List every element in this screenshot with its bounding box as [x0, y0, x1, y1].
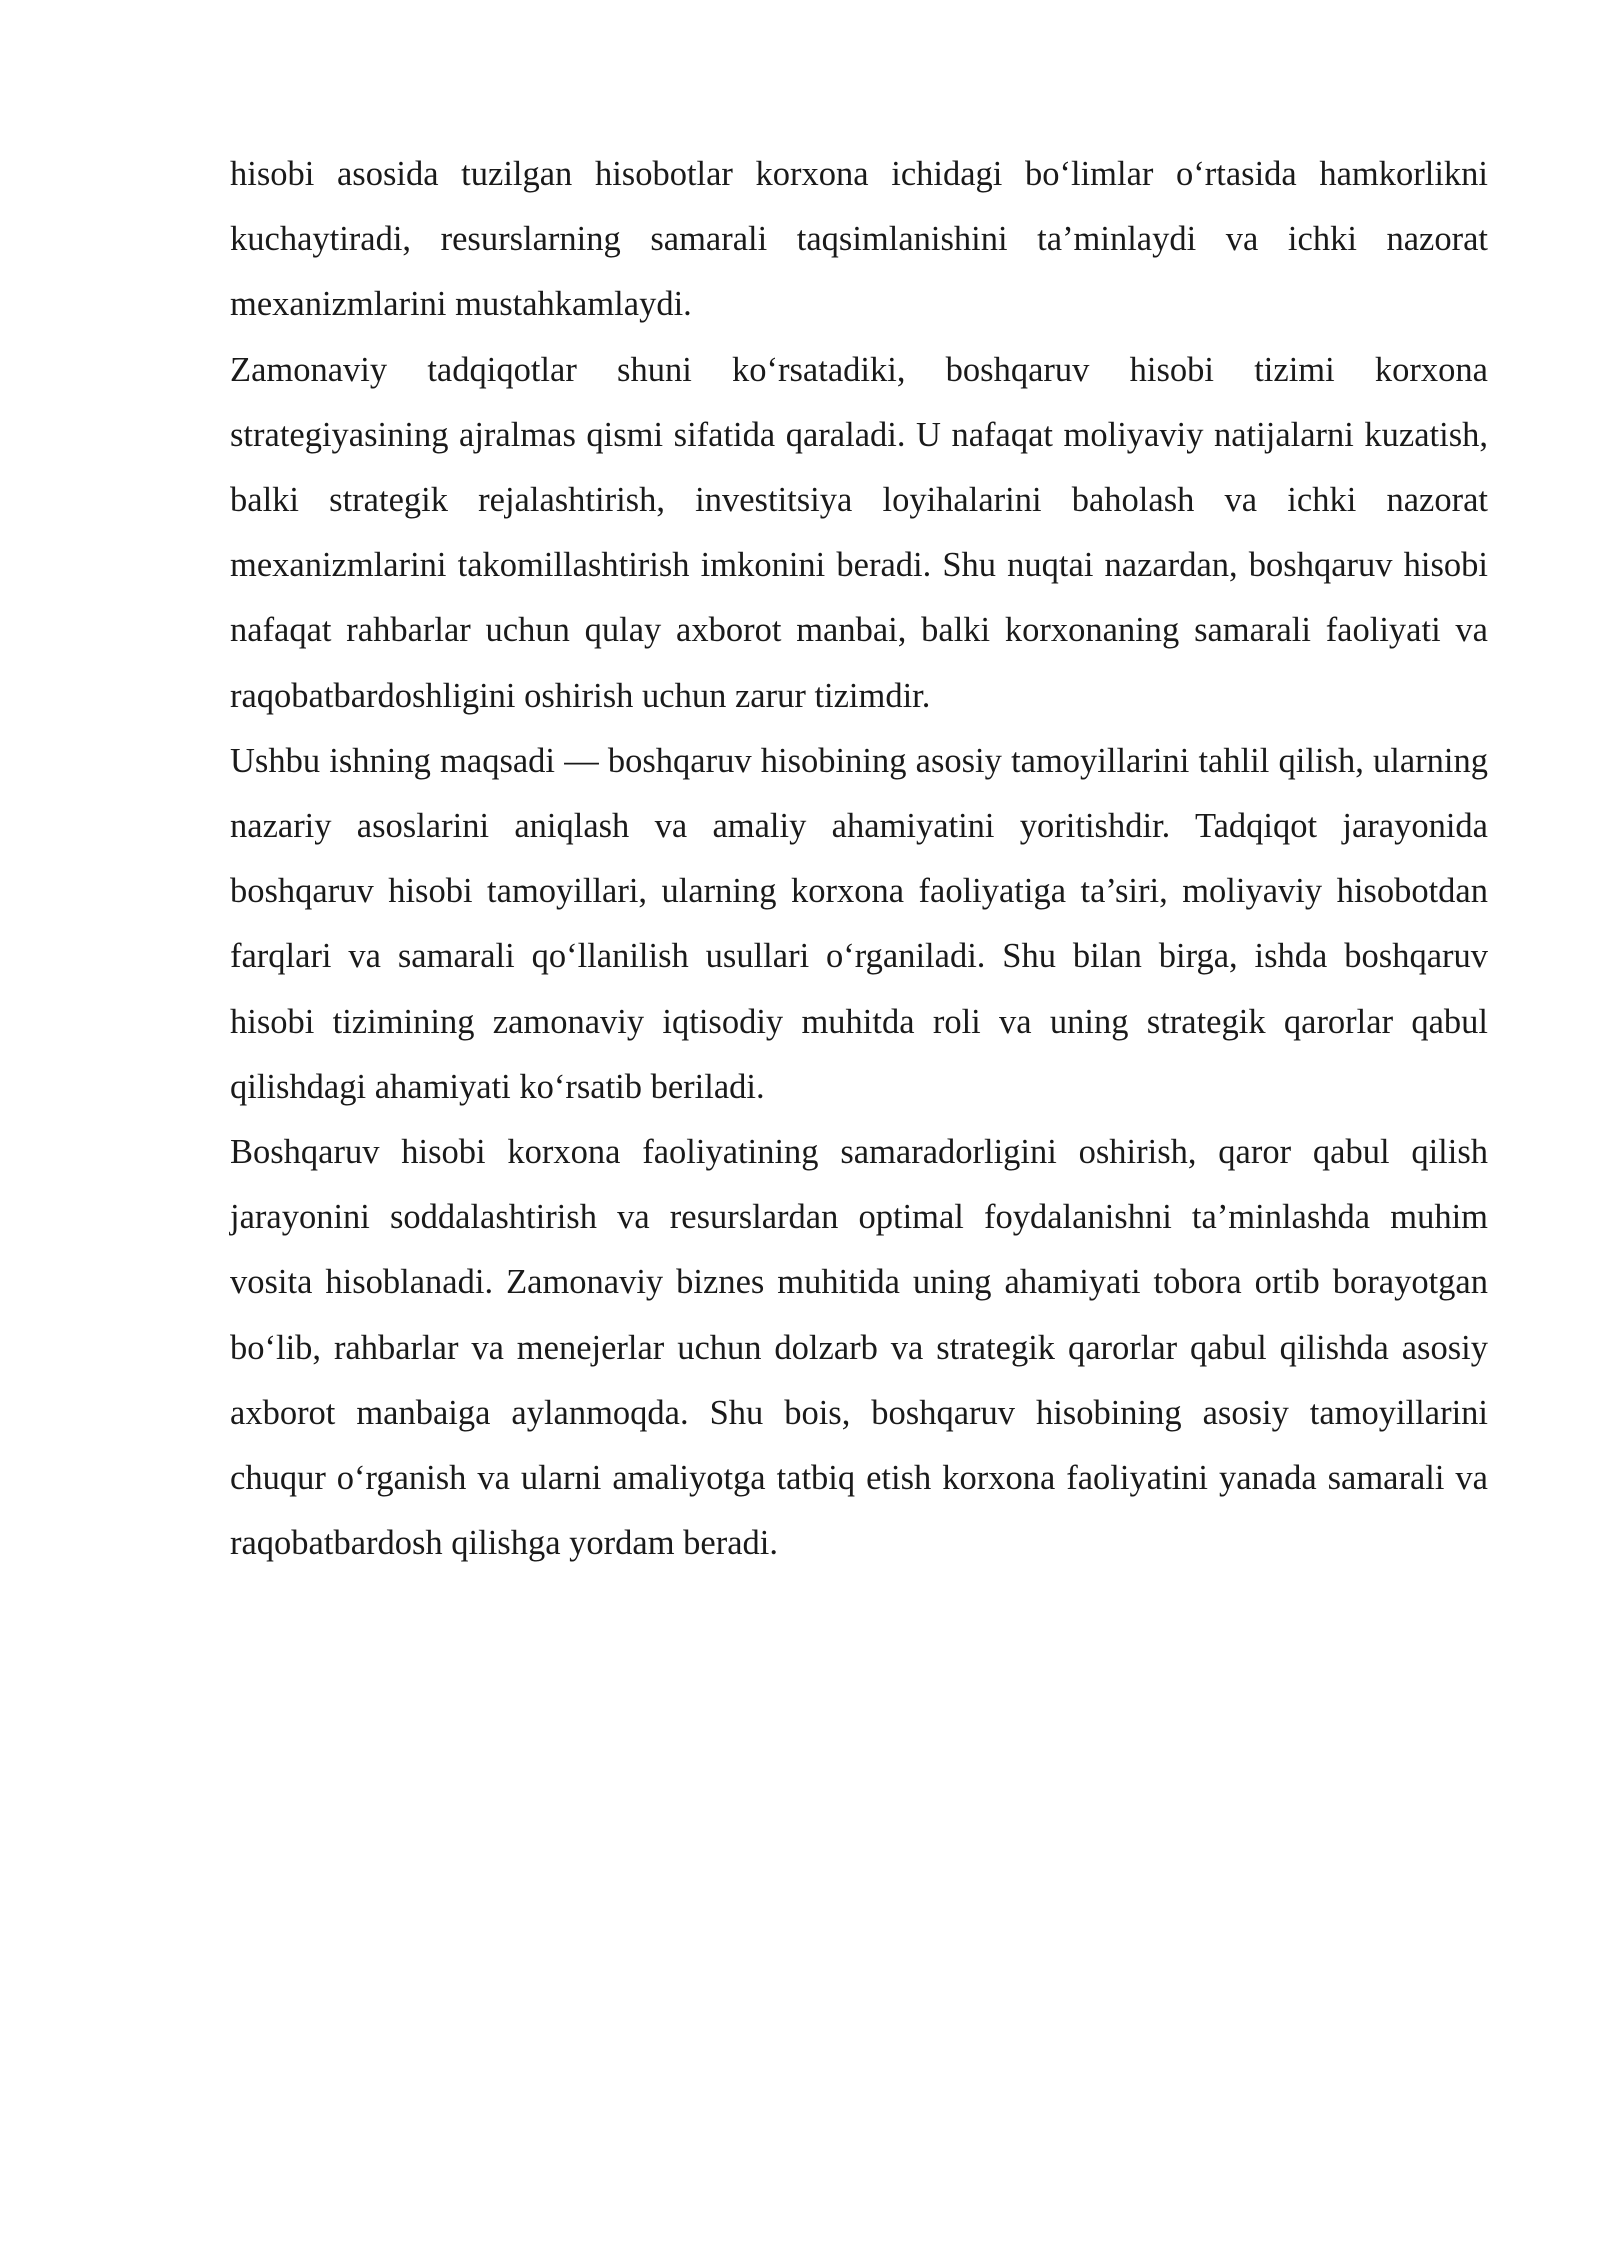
paragraph-4: Boshqaruv hisobi korxona faoliyatining samaradorligini oshirish, qaror qabul qilish jarayonini soddalashtirish va resurslardan optimal foydalanishni ta’minlashda muhim vosita hisoblanadi. Zamonaviy biznes muhitida uning ahamiyati tobora ortib borayotgan bo‘lib, rahbarlar va menejerlar uchun dolzarb va strategik qarorlar qabul qilishda asosiy axborot manbaiga aylanmoqda. Shu bois, boshqaruv hisobining asosiy tamoyillarini chuqur o‘rganish va ularni amaliyotga tatbiq etish korxona faoliyatini yanada samarali va raqobatbardosh qilishga yordam beradi.: [230, 1133, 1488, 1563]
paragraph-3: Ushbu ishning maqsadi — boshqaruv hisobining asosiy tamoyillarini tahlil qilish, ularning nazariy asoslarini aniqlash va amaliy ahamiyatini yoritishdir. Tadqiqot jarayonida boshqaruv hisobi tamoyillari, ularning korxona faoliyatiga ta’siri, moliyaviy hisobotdan farqlari va samarali qo‘llanilish usullari o‘rganiladi. Shu bilan birga, ishda boshqaruv hisobi tizimining zamonaviy iqtisodiy muhitda roli va uning strategik qarorlar qabul qilishdagi ahamiyati ko‘rsatib beriladi.: [230, 741, 1488, 1106]
paragraph-1: hisobi asosida tuzilgan hisobotlar korxona ichidagi bo‘limlar o‘rtasida hamkorlikni kuchaytiradi, resurslarning samarali taqsimlanishini ta’minlaydi va ichki nazorat mexanizmlarini mustahkamlaydi.: [230, 155, 1488, 324]
paragraph-2: Zamonaviy tadqiqotlar shuni ko‘rsatadiki, boshqaruv hisobi tizimi korxona strategiyasining ajralmas qismi sifatida qaraladi. U nafaqat moliyaviy natijalarni kuzatish, balki strategik rejalashtirish, investitsiya loyihalarini baholash va ichki nazorat mexanizmlarini takomillashtirish imkonini beradi. Shu nuqtai nazardan, boshqaruv hisobi nafaqat rahbarlar uchun qulay axborot manbai, balki korxonaning samarali faoliyati va raqobatbardoshligini oshirish uchun zarur tizimdir.: [230, 350, 1488, 715]
body-text: [230, 142, 1488, 1576]
